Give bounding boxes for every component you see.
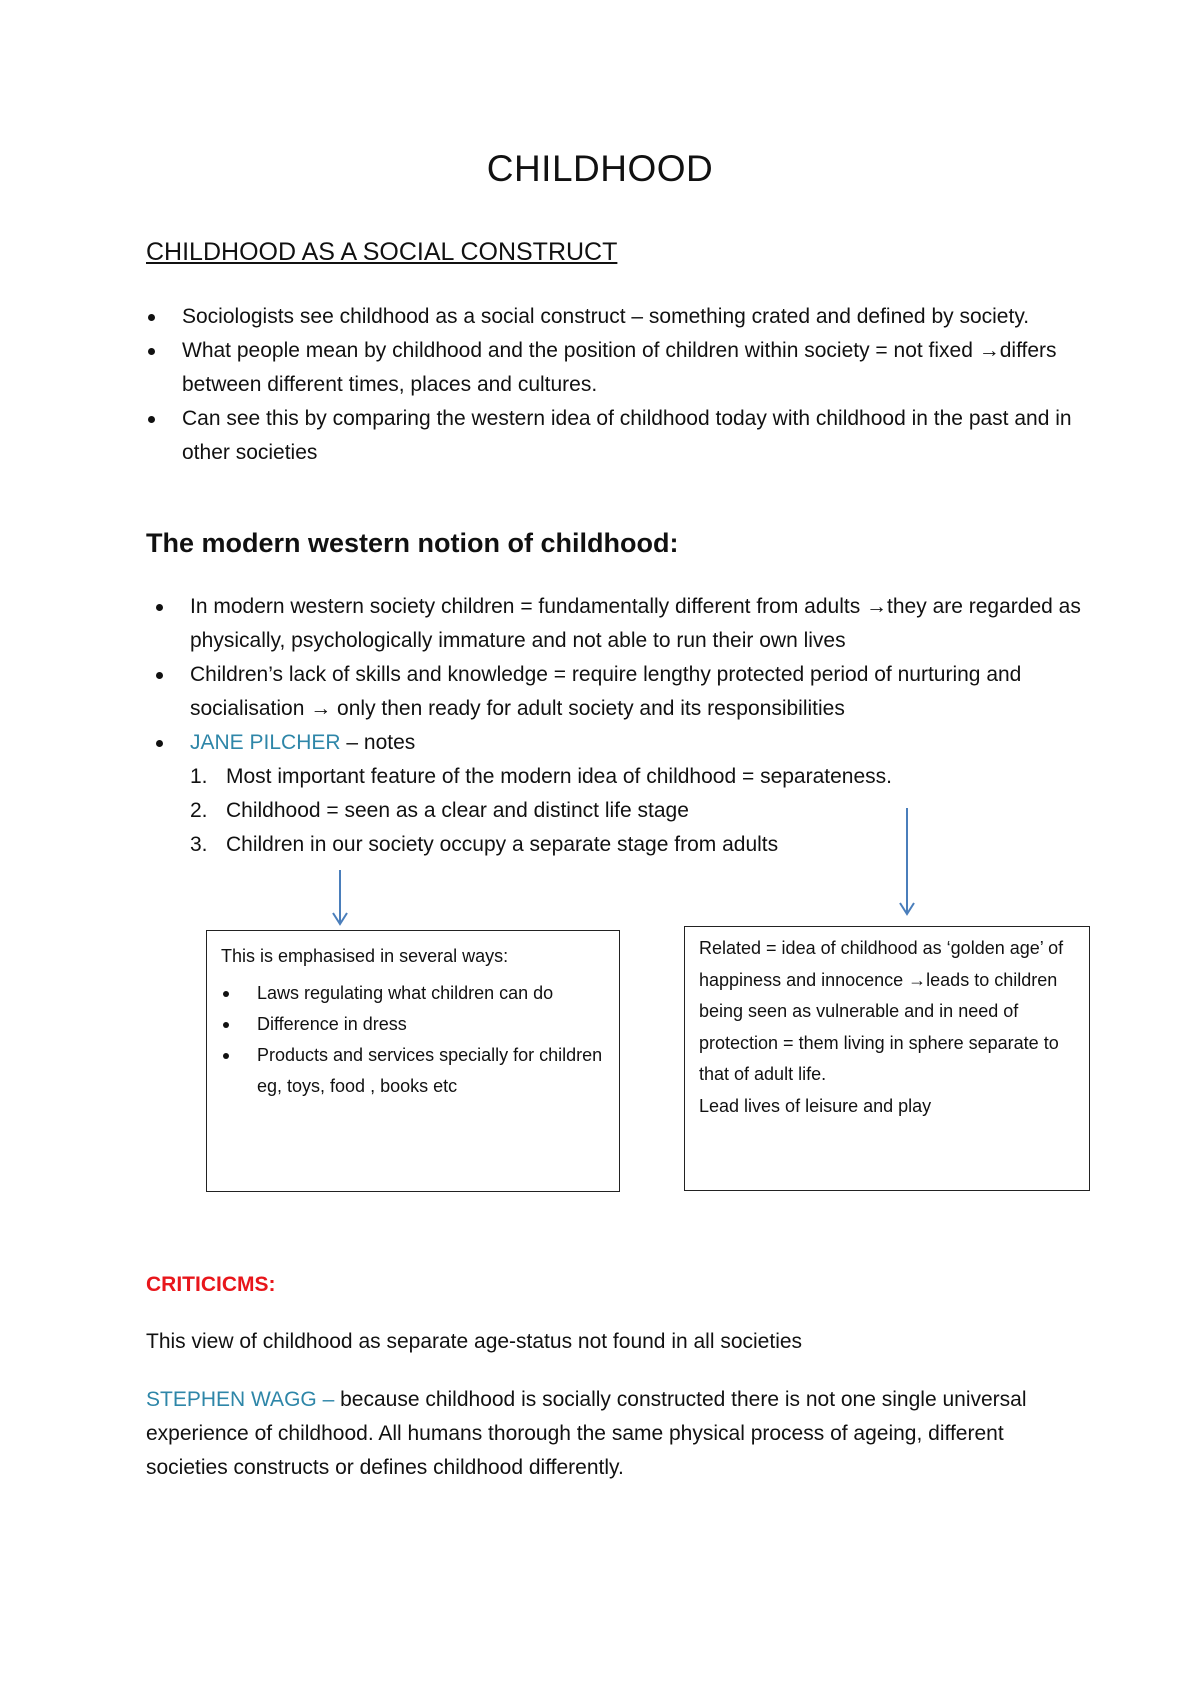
list-item: Can see this by comparing the western idea of childhood today with childhood in the past and in other societies [146,402,1076,470]
item-text: Childhood = seen as a clear and distinct life stage [226,799,689,822]
item-number: 3. [190,833,208,856]
numbered-item [190,828,1084,862]
wagg-text: because childhood is socially constructed there is not one single universal experience of childhood. All humans thorough the same physical process of ageing, different societies constructs or defines childhood differently. [146,1388,1027,1479]
list-item: Children’s lack of skills and knowledge = require lengthy protected period of nurturing and socialisation → only then ready for adult society and its responsibilities [154,658,1084,726]
criticisms-heading: CRITICICMS: [146,1273,276,1296]
modern-notion-list [154,590,1084,862]
golden-age-box [684,926,1090,1191]
emphasis-box [206,930,620,1192]
author-name-wagg: STEPHEN WAGG – [146,1388,335,1411]
pilcher-numbered-list [190,760,1084,862]
wagg-paragraph [146,1383,1086,1485]
list-item: Difference in dress [221,1009,605,1040]
social-construct-list [146,300,1076,470]
numbered-item [190,760,1084,794]
item-text: Children in our society occupy a separate stage from adults [226,833,779,856]
golden-age-text: Related = idea of childhood as ‘golden age’ of happiness and innocence →leads to children being seen as vulnerable and in need of protection = them living in sphere separate to that of adult life. [699,938,1064,1084]
author-name-pilcher: JANE PILCHER [190,731,341,754]
item-number: 2. [190,799,208,822]
box-intro: This is emphasised in several ways: [221,946,509,966]
list-item: Laws regulating what children can do [221,978,605,1009]
pilcher-notes-label: – notes [340,731,416,754]
list-item: Products and services specially for children eg, toys, food , books etc [221,1040,605,1102]
section-heading-modern-notion: The modern western notion of childhood: [146,528,679,558]
emphasis-list [221,978,605,1102]
page-title: CHILDHOOD [486,148,714,189]
list-item: In modern western society children = fundamentally different from adults →they are regarded as physically, psychologically immature and not able to run their own lives [154,590,1084,658]
leisure-text: Lead lives of leisure and play [699,1095,932,1116]
item-text: Most important feature of the modern idea of childhood = separateness. [226,765,892,788]
list-item-pilcher [154,726,1084,862]
list-item: Sociologists see childhood as a social construct – something crated and defined by society. [146,300,1076,334]
arrow-down-left-icon [330,868,350,928]
numbered-item [190,794,1084,828]
list-item: What people mean by childhood and the position of children within society = not fixed →differs between different times, places and cultures. [146,334,1076,402]
item-number: 1. [190,765,208,788]
arrow-down-right-icon [897,806,917,918]
section-heading-social-construct: CHILDHOOD AS A SOCIAL CONSTRUCT [146,238,618,266]
criticism-paragraph: This view of childhood as separate age-status not found in all societies [146,1330,803,1353]
